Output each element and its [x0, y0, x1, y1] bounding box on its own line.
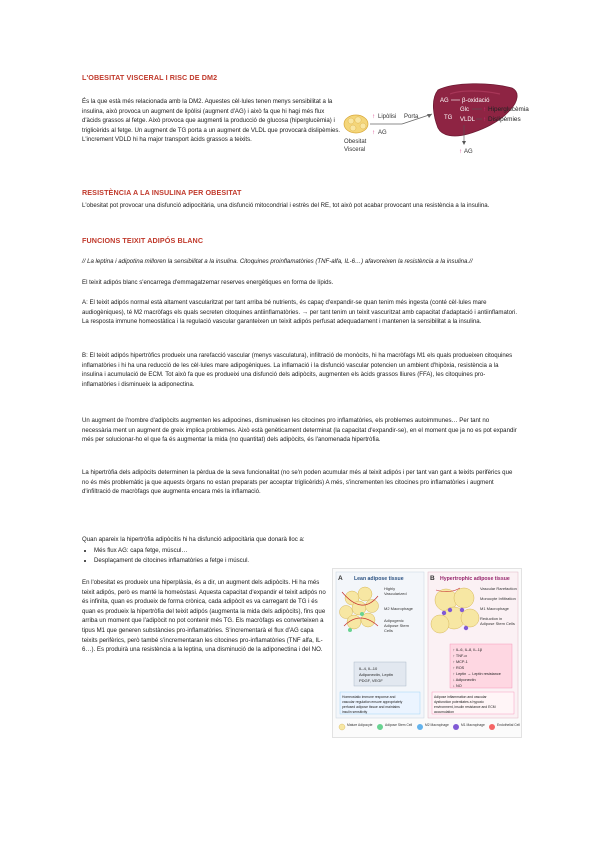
label-m1-macrophage: M1 Macrophage: [480, 606, 509, 611]
cytokines-b-4: ↑ ROS: [453, 666, 465, 670]
panel-lean-adipose: [336, 572, 424, 718]
paragraph-resistencia-insulina: L'obesitat pot provocar una disfunció adipocitària, una disfunció mitocondrial i estrès del RE, tot això pot acabar provocant una resistència a la insulina.: [82, 202, 490, 209]
legend-endothelial-cell: Endothelial Cell: [497, 723, 520, 727]
summary-b-3: environment, insulin resistance and ECM: [434, 705, 496, 709]
heading-funcions-teixit-adipos: FUNCIONS TEIXIT ADIPÓS BLANC: [82, 236, 204, 245]
label-ag-liver: AG: [440, 98, 449, 104]
paragraph-obesitat-visceral: És la que està més relacionada amb la DM2. Aquestes cèl·lules tenen menys sensibilitat a la insulina, això provoca un augment de lipòlisi (augment d'AG) i això fa que hi hagi més flux d'àcids grassos al fetge. Això provoca que augmenti la producció de glucosa (hiperglucèmia) i triglicèrids al fetge. Un augment de TG porta a un augment de VLDL que provocarà dislipèmies. L'increment VDLD hi ha major transport àcids grassos a teixits.: [82, 98, 341, 144]
label-m2-macrophage: M2 Macrophage: [384, 606, 413, 611]
cytokines-a-2: Adiponectin, Leptin: [359, 672, 394, 677]
cytokines-b-5: ↑ Leptin → Leptin resistance: [453, 672, 501, 676]
bullet-list: [82, 546, 394, 565]
paragraph-teixit-hipertrofic: B: El teixit adipós hipertròfics produeix una rarefacció vascular (menys vasculatura), infiltració de monòcits, hi ha macròfags M1 els quals produeixen citoquines inflamatòries i hi ha una reducció de les cèl·lules mare adipogèniques. La inflamació i la disfunció vascular potencien un ambient d'hipòxia, resistència a la insulina i acumulació de ECM. Tot això fa que es produeixi una disfunció dels adipòcits, augmenten els àcids grassos lliures (FFA), les citoquines pro-inflamatòries i disminueix la adiponectina.: [82, 352, 513, 388]
panel-a-title: Lean adipose tissue: [354, 576, 404, 582]
label-adipogenic: Adipogenic: [384, 618, 404, 623]
heading-obesitat-visceral: L'OBESITAT VISCERAL I RISC DE DM2: [82, 73, 218, 82]
summary-a-3: perfused adipose tissue and maintains: [342, 705, 400, 709]
label-ag-lipolisi: AG: [378, 130, 387, 136]
summary-b-4: accumulation: [434, 710, 454, 714]
panel-b-letter: B: [430, 575, 435, 582]
heading-resistencia-insulina: RESISTÈNCIA A LA INSULINA PER OBESITAT: [82, 188, 242, 197]
label-tg: TG: [444, 115, 453, 121]
paragraph-leptina-adipotina: // La leptina i adipotina milloren la sensibilitat a la insulina. Citoquines proinflamatòries (TNF-alfa, IL-6…) afavoreixen la resistència a la insulina.//: [82, 258, 473, 265]
label-ag-out: AG: [464, 149, 473, 155]
adipose-tissue-figure: [332, 568, 522, 738]
bullet-item: • Més flux AG: capa fetge, múscul…: [94, 546, 394, 556]
label-vascularized: Vascularized: [384, 591, 407, 596]
cytokines-b-1: ↑ IL-6, IL-8, IL-1β: [453, 648, 482, 652]
cytokines-b-2: ↑ TNF-α: [453, 654, 467, 658]
svg-text:↑: ↑: [372, 130, 375, 136]
summary-a-4: insulin sensitivity: [342, 710, 368, 714]
label-glc: Glc: [460, 107, 469, 113]
panel-b-title: Hypertrophic adipose tissue: [440, 576, 510, 582]
paragraph-hipertrofia-adipocits: La hipertròfia dels adipòcits determinen la pèrdua de la seva funcionalitat (no se'n poden acumular més al teixit adipós i per tant van gant a teixits perifèrics que no és més problemàtic ja que aquests òrgans no estan preparats per acceptar triglicèrids) A més, s'incrementen les citocines pro inflamatòries i augment d'infiltració de macròfags que augmenta encara més la inflamació.: [82, 469, 513, 496]
bullet-item: • Desplaçament de citocines inflamatòries a fetge i múscul.: [94, 556, 394, 566]
cytokines-a-1: IL-4, IL-10: [359, 666, 378, 671]
summary-a-2: vascular regulation ensure appropriately: [342, 700, 403, 704]
label-lipolisi: Lipòlisi: [378, 114, 397, 120]
panel-hypertrophic-adipose: [428, 572, 518, 718]
label-hiperglucemia: Hiperglucèmia: [488, 106, 529, 113]
panel-a-letter: A: [338, 575, 343, 582]
liver-diagram: [342, 80, 529, 180]
label-vldl: VLDL: [460, 117, 476, 123]
svg-text:↑: ↑: [483, 107, 486, 113]
cytokines-a-3: PDGF, VEGF: [359, 678, 383, 683]
legend-mature-adipocyte: Mature Adipocyte: [347, 723, 373, 727]
summary-a-1: Homeostatic immune response and: [342, 695, 396, 699]
cytokines-b-7: ↓ NO: [453, 684, 462, 688]
label-visceral: Visceral: [344, 147, 366, 153]
svg-text:↑: ↑: [483, 117, 486, 123]
paragraph-teixit-normal: A: El teixit adipós normal està altament vascularitzat per tant arriba bé nutrients, és capaç d'expandir-se quan tenim més ingesta (conté cèl·lules mare audiogèniques), té M2 macròfags els quals secreten citoquines antiinflamatòries. → per tant tenim un teixit vascuritzat amb capacitat d'adaptació i antiinflamatori. La resposta immune homeostàtica i la regulació vascular garanteixen un teixit adipós perfusat adequadament i mantenen la sensibilitat a la insulina.: [82, 299, 518, 326]
paragraph-nombre-adipocits: Un augment de l'nombre d'adipòcits augmenten les adipocines, disminueixen les citocines pro inflamatòries, els problemes autoimmunes… Per tant no necessària ment un augment de greix implica problemes. Això està genèticament determinat (la capacitat d'expandir-se), en el moment que ja no es pot expandir més per solucionar-ho el que fa és augmentar la mida (no quantitat) dels adipòcits, és l'anomenada hipertròfia.: [82, 417, 517, 444]
label-dislipemies: Dislipèmies: [488, 116, 521, 123]
visceral-fat-illustration: [344, 115, 368, 133]
label-adipose-stem-cells: Adipose Stem Cells: [480, 621, 515, 626]
label-adipose-stem: Adipose Stem: [384, 623, 409, 628]
svg-text:↑: ↑: [459, 149, 462, 155]
summary-b-1: Adipose inflammation and vascular: [434, 695, 487, 699]
label-highly: Highly: [384, 586, 396, 591]
legend-adipose-stem-cell: Adipose Stem Cell: [385, 723, 413, 727]
cytokines-b-3: ↑ MCP-1: [453, 660, 468, 664]
cytokines-b-6: ↓ Adiponectin: [453, 678, 476, 682]
paragraph-hiperplasia: En l'obesitat es produeix una hiperplàsia, és a dir, un augment dels adipòcits. Hi ha més teixit adipós, però es manté la homeòstasi. Aquesta capacitat d'expandir el teixit adipós no és infinita, quan es produeix de forma crònica, cada adipòcit es va carregant de TG i és quan es produeix la hipertròfia del teixit adipós (augmenta la mida dels adipòcits), fins que arriba un moment que l'adipòcit no pot contenir més TG. Els macròfags es converteixen a tipus M1 que generen substàncies pro-inflamatòries. S'incrementarà el flux d'AG capa teixits perifèrics, però també s'incrementaran les citocines pro-inflamatòries (TNF alfa, IL-6…). Es produirà una resistència a la leptina, una disminució de la adiponectina i del NO.: [82, 579, 326, 654]
summary-b-2: dysfunction potentiates a hypoxic: [434, 700, 484, 704]
label-obesitat: Obesitat: [344, 139, 367, 145]
label-porta: Porta: [404, 114, 419, 120]
label-b-oxidacio: β-oxidació: [462, 98, 490, 104]
paragraph-disfuncio-adipocitaria: Quan apareix la hipertròfia adipòcitis hi ha disfunció adipocitària que donarà lloc a:: [82, 536, 305, 543]
legend-m1-macrophage: M1 Macrophage: [461, 723, 485, 727]
legend-m2-macrophage: M2 Macrophage: [425, 723, 449, 727]
label-reduction-in: Reduction in: [480, 616, 503, 621]
svg-text:↑: ↑: [372, 114, 375, 120]
label-cells: Cells: [384, 628, 393, 633]
paragraph-teixit-blanc: El teixit adipós blanc s'encarrega d'emmagatzemar reserves energètiques en forma de lípids.: [82, 279, 334, 286]
label-vascular-rarefaction: Vascular Rarefaction: [480, 586, 517, 591]
label-monocyte-infiltration: Monocyte Infiltration: [480, 596, 516, 601]
